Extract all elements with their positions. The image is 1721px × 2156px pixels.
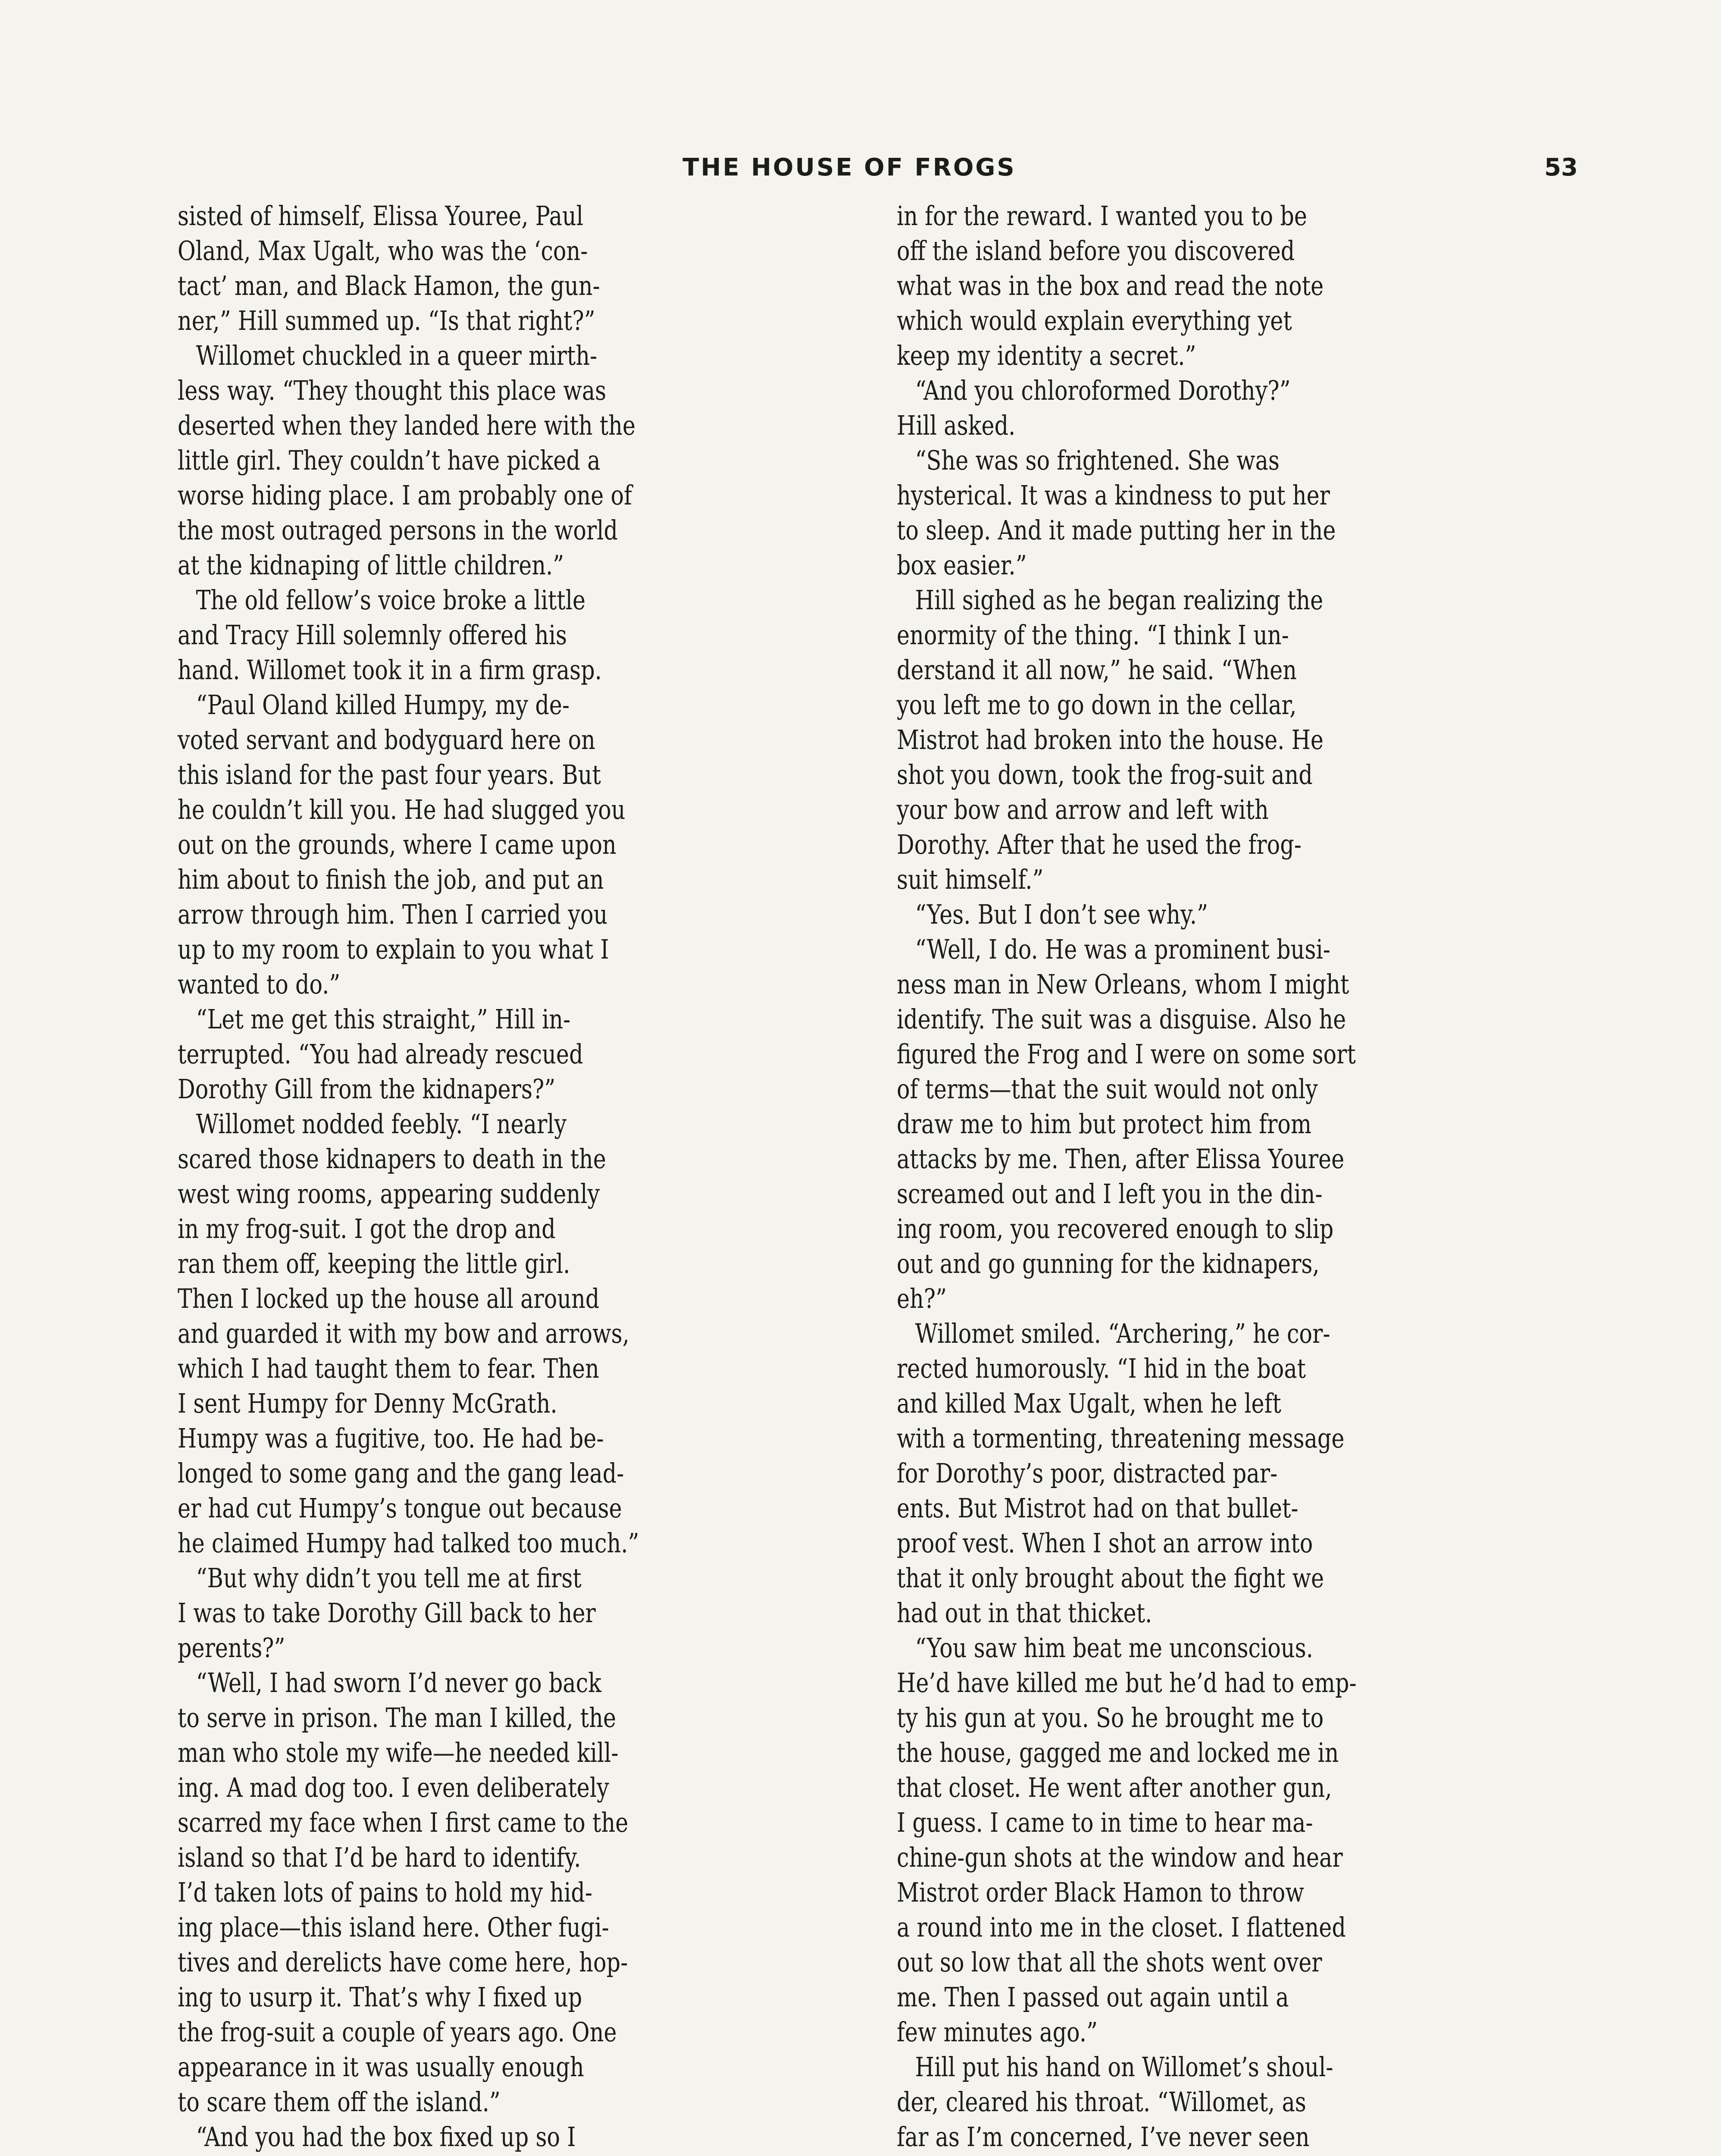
text-line: for Dorothy’s poor, distracted par- (897, 1457, 1278, 1489)
text-line: Hill asked. (897, 410, 1016, 441)
text-line: Willomet smiled. “Archering,” he cor- (915, 1318, 1330, 1349)
text-line: far as I’m concerned, I’ve never seen (897, 2121, 1310, 2153)
text-line: this island for the past four years. But (178, 759, 601, 790)
text-line: and killed Max Ugalt, when he left (897, 1388, 1281, 1419)
text-line: chine-gun shots at the window and hear (897, 1842, 1343, 1873)
text-line: “And you chloroformed Dorothy?” (915, 375, 1291, 406)
text-line: Mistrot had broken into the house. He (897, 724, 1324, 755)
text-line: ner,” Hill summed up. “Is that right?” (178, 305, 595, 336)
text-line: with a tormenting, threatening message (897, 1423, 1345, 1454)
text-line: out so low that all the shots went over (897, 1946, 1322, 1978)
text-line: Mistrot order Black Hamon to throw (897, 1877, 1304, 1908)
text-line: rected humorously. “I hid in the boat (897, 1353, 1306, 1384)
text-line: to serve in prison. The man I killed, the (178, 1702, 616, 1733)
text-line: Oland, Max Ugalt, who was the ‘con- (178, 235, 588, 266)
text-column-left (178, 198, 850, 2156)
text-line: Dorothy Gill from the kidnapers?” (178, 1073, 556, 1105)
text-line: west wing rooms, appearing suddenly (178, 1178, 600, 1210)
text-line: “Yes. But I don’t see why.” (915, 899, 1208, 930)
text-line: I guess. I came to in time to hear ma- (897, 1807, 1313, 1838)
text-line: and guarded it with my bow and arrows, (178, 1318, 629, 1349)
text-line: him about to finish the job, and put an (178, 864, 604, 895)
text-line: to scare them off the island.” (178, 2086, 501, 2118)
text-line: what was in the box and read the note (897, 270, 1324, 301)
text-line: and Tracy Hill solemnly offered his (178, 619, 567, 651)
text-line: attacks by me. Then, after Elissa Youree (897, 1143, 1345, 1175)
text-line: Hill sighed as he began realizing the (915, 584, 1324, 616)
text-line: shot you down, took the frog-suit and (897, 759, 1313, 790)
page-number: 53 (1544, 154, 1578, 182)
text-line: a round into me in the closet. I flattened (897, 1912, 1346, 1943)
text-line: in for the reward. I wanted you to be (897, 200, 1307, 232)
text-line: box easier.” (897, 549, 1027, 581)
text-line: ing. A mad dog too. I even deliberately (178, 1772, 609, 1803)
text-line: that it only brought about the fight we (897, 1562, 1324, 1594)
text-line: “And you had the box fixed up so I (196, 2121, 576, 2153)
text-line: draw me to him but protect him from (897, 1108, 1312, 1140)
text-line: hysterical. It was a kindness to put her (897, 479, 1330, 511)
text-line: off the island before you discovered (897, 235, 1295, 266)
text-line: had out in that thicket. (897, 1597, 1152, 1629)
text-line: of terms—that the suit would not only (897, 1073, 1318, 1105)
text-line: ing room, you recovered enough to slip (897, 1213, 1334, 1244)
text-line: out on the grounds, where I came upon (178, 829, 616, 860)
text-line: tives and derelicts have come here, hop- (178, 1946, 628, 1978)
text-line: longed to some gang and the gang lead- (178, 1457, 624, 1489)
text-line: perents?” (178, 1632, 285, 1664)
text-column-right (897, 198, 1569, 2156)
text-line: I’d taken lots of pains to hold my hid- (178, 1877, 593, 1908)
text-line: terrupted. “You had already rescued (178, 1038, 583, 1070)
text-line: “You saw him beat me unconscious. (915, 1632, 1313, 1664)
text-line: the house, gagged me and locked me in (897, 1737, 1339, 1768)
text-line: in my frog-suit. I got the drop and (178, 1213, 556, 1244)
text-line: ran them off, keeping the little girl. (178, 1248, 570, 1279)
text-line: “But why didn’t you tell me at first (196, 1562, 582, 1594)
text-line: worse hiding place. I am probably one of (178, 479, 632, 511)
text-line: figured the Frog and I were on some sort (897, 1038, 1356, 1070)
text-line: ing to usurp it. That’s why I fixed up (178, 1981, 582, 2013)
text-line: Hill put his hand on Willomet’s shoul- (915, 2051, 1333, 2083)
text-line: Humpy was a fugitive, too. He had be- (178, 1423, 604, 1454)
text-line: scarred my face when I first came to the (178, 1807, 629, 1838)
text-line: the frog-suit a couple of years ago. One (178, 2016, 617, 2048)
text-line: at the kidnaping of little children.” (178, 549, 564, 581)
text-line: “Let me get this straight,” Hill in- (196, 1003, 571, 1035)
text-line: derstand it all now,” he said. “When (897, 654, 1297, 686)
text-line: less way. “They thought this place was (178, 375, 607, 406)
text-line: “Paul Oland killed Humpy, my de- (196, 689, 570, 721)
text-line: voted servant and bodyguard here on (178, 724, 595, 755)
text-line: Willomet chuckled in a queer mirth- (196, 340, 598, 371)
text-line: which would explain everything yet (897, 305, 1292, 336)
text-line (897, 2154, 1448, 2156)
text-line: he claimed Humpy had talked too much.” (178, 1527, 639, 1559)
text-line: “Well, I do. He was a prominent busi- (915, 934, 1330, 965)
text-line: man who stole my wife—he needed kill- (178, 1737, 619, 1768)
text-line: scared those kidnapers to death in the (178, 1143, 606, 1175)
text-line: that closet. He went after another gun, (897, 1772, 1332, 1803)
text-line: few minutes ago.” (897, 2016, 1098, 2048)
text-line: He’d have killed me but he’d had to emp- (897, 1667, 1357, 1698)
text-line: ty his gun at you. So he brought me to (897, 1702, 1324, 1733)
text-line: I sent Humpy for Denny McGrath. (178, 1388, 557, 1419)
text-line: he couldn’t kill you. He had slugged you (178, 794, 626, 825)
text-line: to sleep. And it made putting her in the (897, 514, 1336, 546)
text-line: wanted to do.” (178, 968, 341, 1000)
text-line: you left me to go down in the cellar, (897, 689, 1297, 721)
text-line: keep my identity a secret.” (897, 340, 1196, 371)
text-line: identify. The suit was a disguise. Also he (897, 1003, 1346, 1035)
text-line: your bow and arrow and left with (897, 794, 1269, 825)
text-line: der, cleared his throat. “Willomet, as (897, 2086, 1306, 2118)
text-line: “She was so frightened. She was (915, 445, 1280, 476)
text-line: The old fellow’s voice broke a little (196, 584, 586, 616)
text-line: little girl. They couldn’t have picked a (178, 445, 601, 476)
text-line: ing place—this island here. Other fugi- (178, 1912, 609, 1943)
text-line: ents. But Mistrot had on that bullet- (897, 1492, 1299, 1524)
text-line: suit himself.” (897, 864, 1044, 895)
text-line: sisted of himself, Elissa Youree, Paul (178, 200, 584, 232)
text-line: Willomet nodded feebly. “I nearly (196, 1108, 567, 1140)
text-line: up to my room to explain to you what I (178, 934, 609, 965)
text-line: er had cut Humpy’s tongue out because (178, 1492, 622, 1524)
text-line: ness man in New Orleans, whom I might (897, 968, 1349, 1000)
text-line: eh?” (897, 1283, 947, 1314)
text-line: arrow through him. Then I carried you (178, 899, 608, 930)
text-line: island so that I’d be hard to identify. (178, 1842, 581, 1873)
text-line: appearance in it was usually enough (178, 2051, 584, 2083)
text-line: hand. Willomet took it in a firm grasp. (178, 654, 602, 686)
text-line: “Well, I had sworn I’d never go back (196, 1667, 602, 1698)
running-header-title: THE HOUSE OF FROGS (682, 154, 1016, 182)
text-line: screamed out and I left you in the din- (897, 1178, 1323, 1210)
text-line: which I had taught them to fear. Then (178, 1353, 599, 1384)
text-line: me. Then I passed out again until a (897, 1981, 1289, 2013)
text-line: the most outraged persons in the world (178, 514, 618, 546)
text-line: tact’ man, and Black Hamon, the gun- (178, 270, 600, 301)
text-line: proof vest. When I shot an arrow into (897, 1527, 1313, 1559)
text-line: Dorothy. After that he used the frog- (897, 829, 1302, 860)
text-line: enormity of the thing. “I think I un- (897, 619, 1289, 651)
text-line: Then I locked up the house all around (178, 1283, 600, 1314)
text-line (178, 2154, 729, 2156)
text-line: I was to take Dorothy Gill back to her (178, 1597, 596, 1629)
text-line: out and go gunning for the kidnapers, (897, 1248, 1320, 1279)
text-line: deserted when they landed here with the (178, 410, 636, 441)
